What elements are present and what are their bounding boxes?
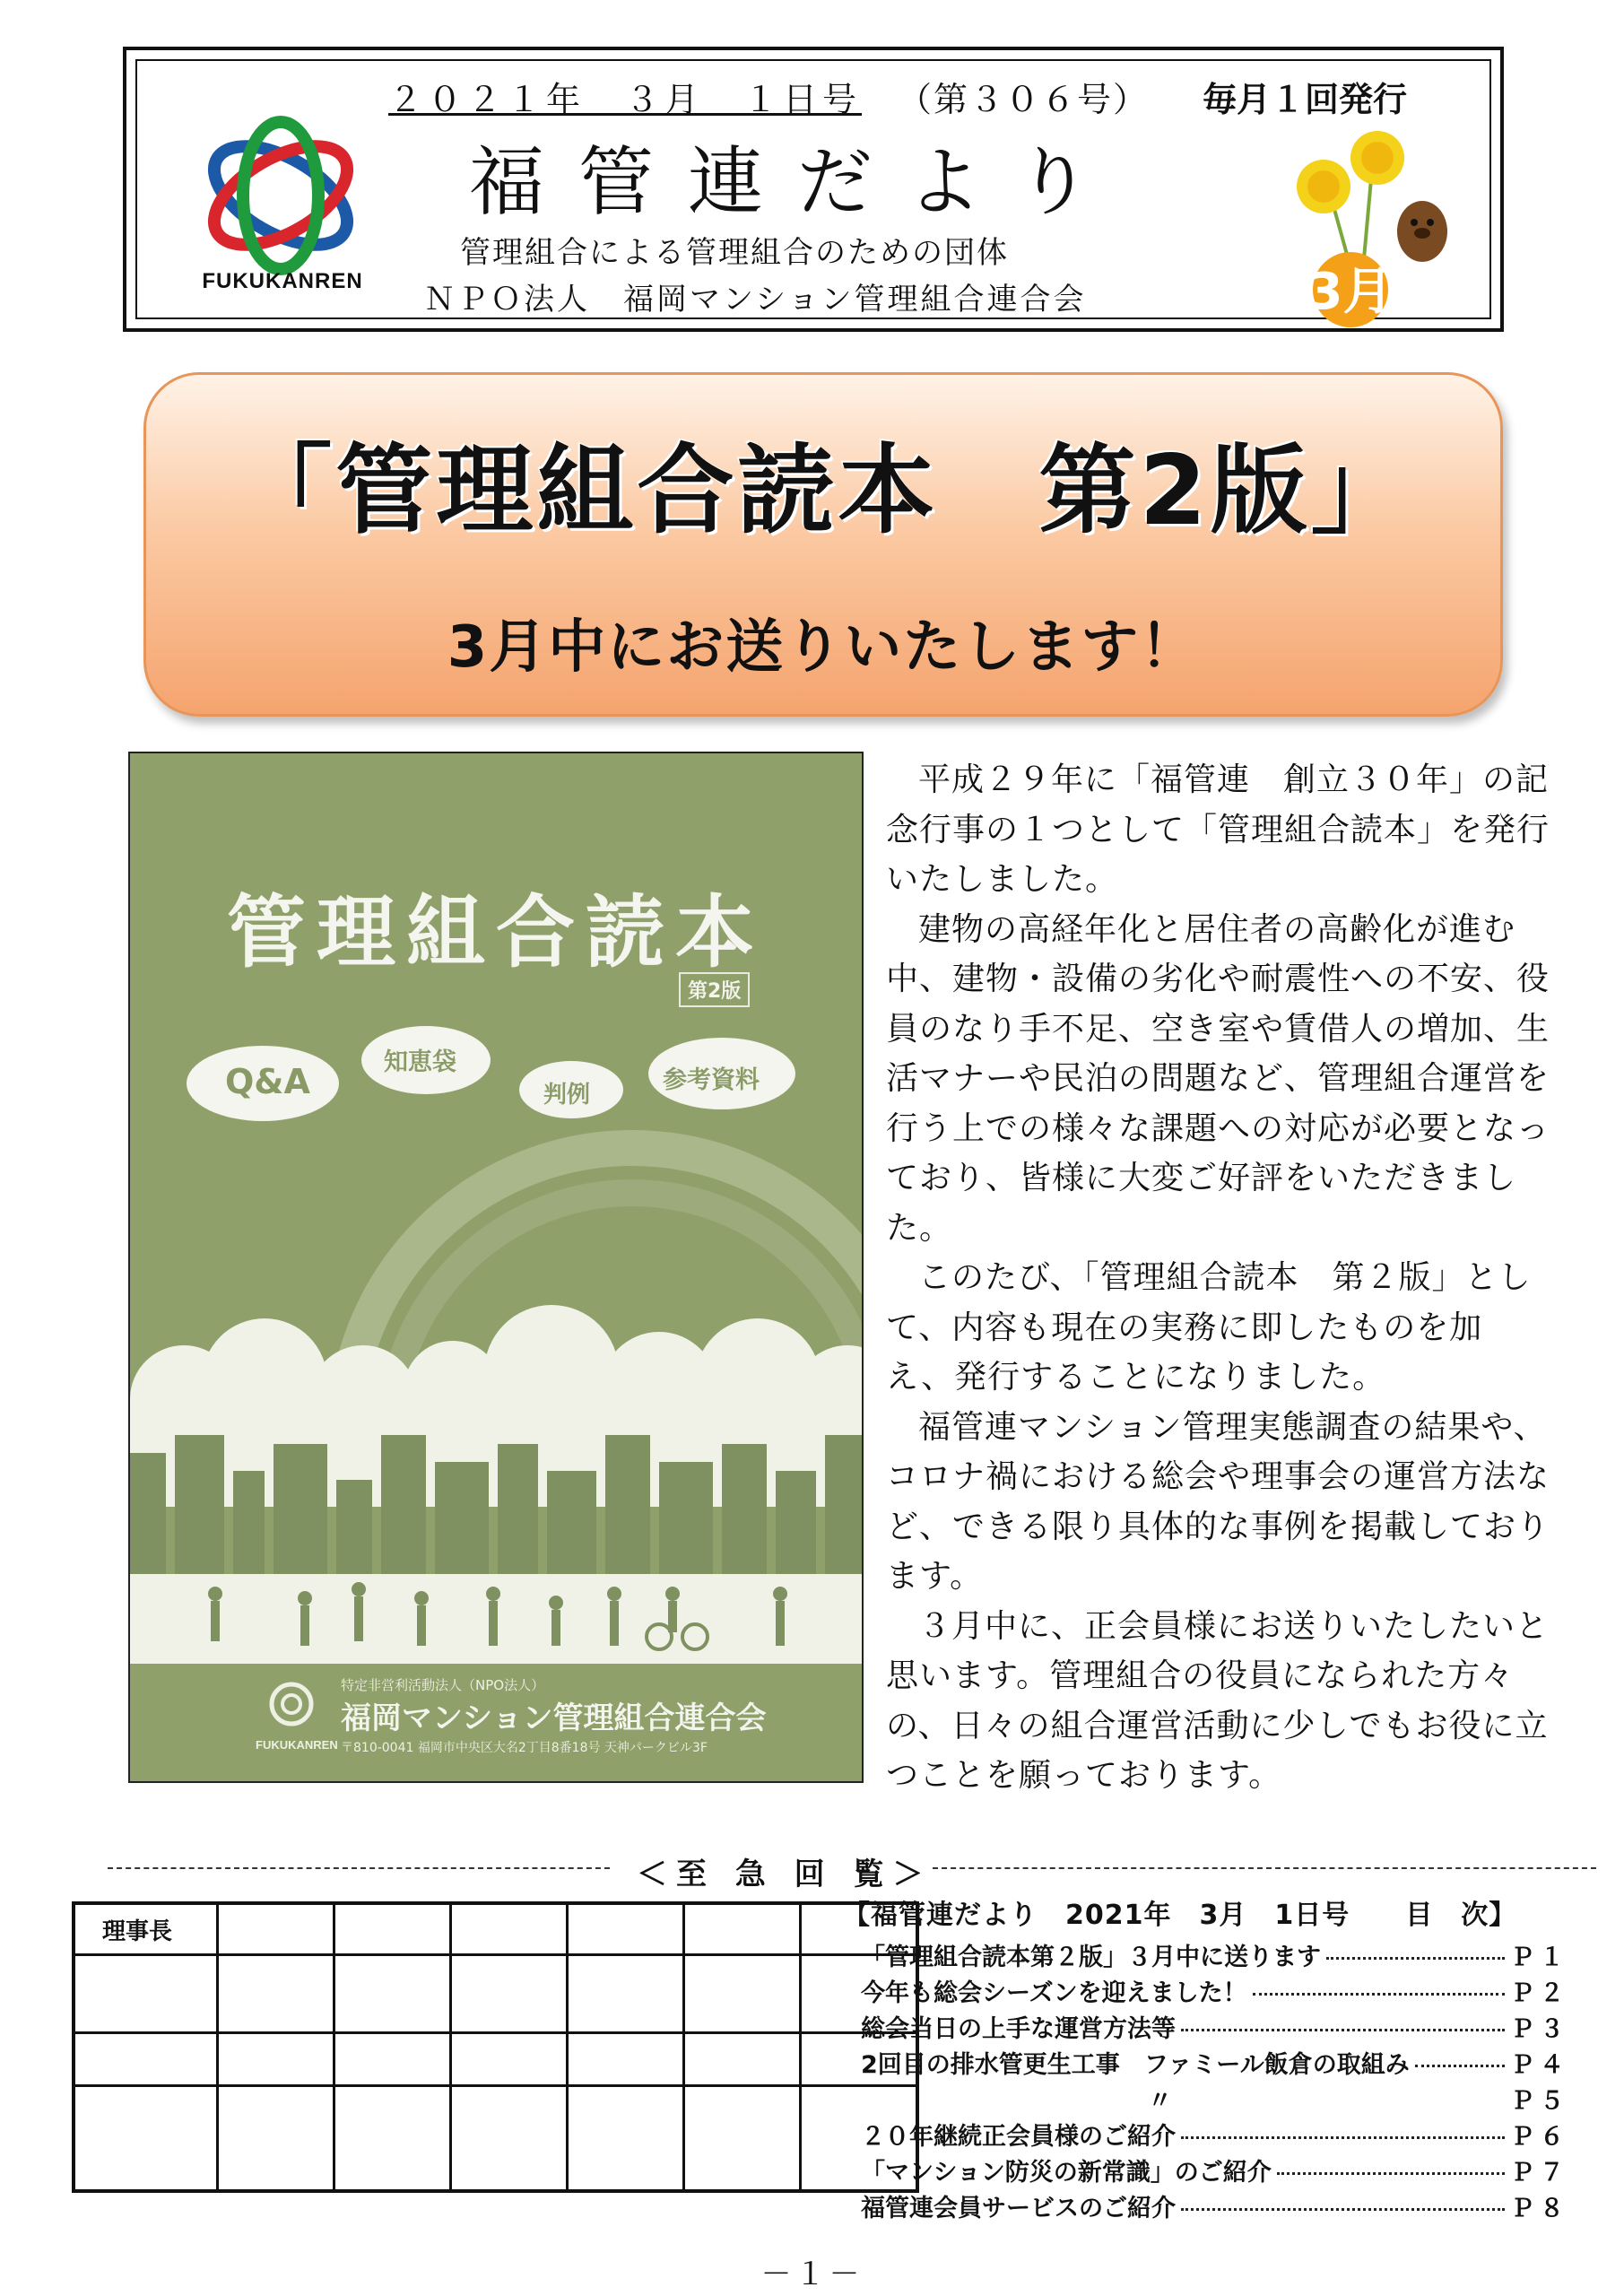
toc-item-title: 「マンション防災の新常識」のご紹介 — [861, 2159, 1272, 2187]
publisher-name: ＮＰＯ法人 福岡マンション管理組合連合会 — [424, 282, 1087, 317]
toc-leader-dots — [1326, 1957, 1505, 1960]
toc-item[interactable] — [861, 2117, 1569, 2152]
toc-item-page: Ｐ４ — [1510, 2051, 1569, 2079]
toc-item[interactable] — [861, 1937, 1569, 1973]
publication-title: 福管連だより — [469, 138, 1126, 226]
masthead — [123, 47, 1504, 332]
toc-item[interactable] — [861, 2009, 1569, 2045]
article-paragraph: ３月中に、正会員様にお送りいたしたいと思います。管理組合の役員になられた方々の、日々の組合運営活動に少しでもお役に立つことを願っております。 — [886, 1607, 1550, 1794]
toc-leader-dots — [1181, 2136, 1505, 2139]
stamp-cell — [684, 2086, 801, 2192]
stamp-cell — [218, 1903, 334, 1955]
circulation-label: ＜至 急 回 覧＞ — [637, 1857, 933, 1892]
month-badge-illustration — [1265, 124, 1472, 330]
stamp-cell — [684, 1955, 801, 2033]
toc-leader-dots — [1415, 2065, 1505, 2067]
toc-item-page: Ｐ２ — [1510, 1979, 1569, 2007]
stamp-cell — [74, 2033, 218, 2086]
circulation-divider — [108, 1849, 1596, 1892]
article-body — [886, 755, 1550, 1801]
article-paragraph: 建物の高経年化と居住者の高齢化が進む中、建物・設備の劣化や耐震性への不安、役員のなり手不足、空き室や賃借人の増加、生活マナーや民泊の問題など、管理組合運営を行う上での様々な課題への対応が必要となっており、皆様に大変ご好評をいただきました。 — [886, 910, 1550, 1247]
article-paragraph: 福管連マンション管理実態調査の結果や、コロナ禍における総会や理事会の運営方法など、できる限り具体的な事例を掲載しております。 — [886, 1408, 1550, 1595]
toc-heading: 【福管連だより 2021年 3月 1日号 目 次】 — [843, 1900, 1517, 1931]
toc-leader-dots — [1277, 2172, 1505, 2175]
month-badge-text: 3月 — [1307, 263, 1394, 321]
stamp-cell — [74, 2086, 218, 2192]
stamp-cell — [334, 1955, 451, 2033]
toc-item-title: 福管連会員サービスのご紹介 — [861, 2195, 1176, 2222]
stamp-cell — [451, 2086, 568, 2192]
toc-item-page: Ｐ７ — [1510, 2159, 1569, 2187]
toc-item-title: 〃 — [1148, 2087, 1172, 2115]
book-title: 管理組合読本 — [226, 886, 765, 978]
stamp-cell — [451, 1955, 568, 2033]
book-publisher-name: 福岡マンション管理組合連合会 — [341, 1700, 767, 1736]
cloud-label-chiebukuro: 知恵袋 — [384, 1048, 456, 1076]
issue-number: （第３０６号） — [898, 80, 1150, 119]
stamp-cell — [684, 2033, 801, 2086]
page-number: －１－ — [760, 2257, 864, 2292]
stamp-cell — [684, 1903, 801, 1955]
article-paragraph: このたび、「管理組合読本 第２版」として、内容も現在の実務に即したものを加え、発行することになりました。 — [886, 1259, 1532, 1396]
toc-item-title: 今年も総会シーズンを迎えました！ — [861, 1979, 1247, 2007]
stamp-cell — [218, 1955, 334, 2033]
toc-item-page: Ｐ８ — [1510, 2195, 1569, 2222]
stamp-cell — [218, 2033, 334, 2086]
toc-item[interactable] — [861, 2045, 1569, 2081]
toc-item-page: Ｐ６ — [1510, 2123, 1569, 2151]
logo-text: FUKUKANREN — [202, 269, 363, 293]
circulation-stamp-table — [72, 1901, 919, 2193]
issue-frequency: 毎月１回発行 — [1203, 80, 1408, 119]
toc-item[interactable] — [861, 2152, 1569, 2188]
stamp-cell — [218, 2086, 334, 2192]
toc-item-title: 「管理組合読本第２版」３月中に送ります — [861, 1944, 1321, 1971]
stamp-cell — [334, 1903, 451, 1955]
toc-item-title: ２０年継続正会員様のご紹介 — [861, 2123, 1176, 2151]
book-edition-badge: 第2版 — [679, 972, 750, 1007]
dashed-line-left — [108, 1867, 610, 1869]
headline-subtitle: 3月中にお送りいたします！ — [447, 614, 1200, 681]
fukukanren-logo-icon — [191, 106, 370, 285]
stamp-cell — [568, 2086, 684, 2192]
toc-list — [861, 1937, 1569, 2224]
stamp-cell — [568, 1955, 684, 2033]
article-paragraph: 平成２９年に「福管連 創立３０年」の記念行事の１つとして「管理組合読本」を発行いたしました。 — [886, 761, 1550, 898]
toc-item-page: Ｐ１ — [1510, 1944, 1569, 1971]
dandelion-icon — [1297, 160, 1350, 213]
publication-subtitle: 管理組合による管理組合のための団体 — [460, 235, 1009, 271]
toc-item-page: Ｐ５ — [1510, 2087, 1569, 2115]
stamp-cell — [451, 2033, 568, 2086]
stamp-cell — [568, 2033, 684, 2086]
toc-item[interactable] — [861, 1973, 1569, 2009]
book-publisher-address: 〒810-0041 福岡市中央区大名2丁目8番18号 天神パークビル3F — [341, 1741, 708, 1755]
stamp-cell — [334, 2086, 451, 2192]
toc-item[interactable] — [861, 2081, 1569, 2117]
masthead-inner-border — [135, 59, 1491, 319]
book-cover-image — [128, 752, 864, 1783]
toc-item-title: 総会当日の上手な運営方法等 — [861, 2015, 1176, 2043]
stamp-cell — [74, 1955, 218, 2033]
toc-leader-dots — [1181, 2208, 1505, 2211]
toc-leader-dots — [1177, 2100, 1505, 2103]
headline-banner — [143, 372, 1503, 717]
dashed-line-right — [933, 1867, 1596, 1869]
toc-leader-dots — [1181, 2029, 1505, 2031]
cloud-label-sanko-shiryo: 参考資料 — [663, 1066, 760, 1094]
issue-line — [388, 72, 1407, 121]
toc-item-title: 2回目の排水管更生工事 ファミール飯倉の取組み — [861, 2051, 1410, 2079]
toc-item-page: Ｐ３ — [1510, 2015, 1569, 2043]
chair-label: 理事長 — [74, 1903, 218, 1955]
headline-title: 「管理組合読本 第2版」 — [235, 435, 1411, 547]
book-publisher-type: 特定非営利活動法人（NPO法人） — [341, 1677, 545, 1693]
stamp-cell — [451, 1903, 568, 1955]
stamp-cell — [334, 2033, 451, 2086]
book-logo-text: FUKUKANREN — [256, 1738, 338, 1752]
cloud-label-hanrei: 判例 — [543, 1082, 591, 1109]
toc-leader-dots — [1253, 1993, 1505, 1996]
toc-item[interactable] — [861, 2188, 1569, 2224]
cloud-label-qa: Q&A — [225, 1062, 310, 1101]
issue-date: ２０２１年 ３月 １日号 — [388, 80, 863, 119]
stamp-cell — [568, 1903, 684, 1955]
